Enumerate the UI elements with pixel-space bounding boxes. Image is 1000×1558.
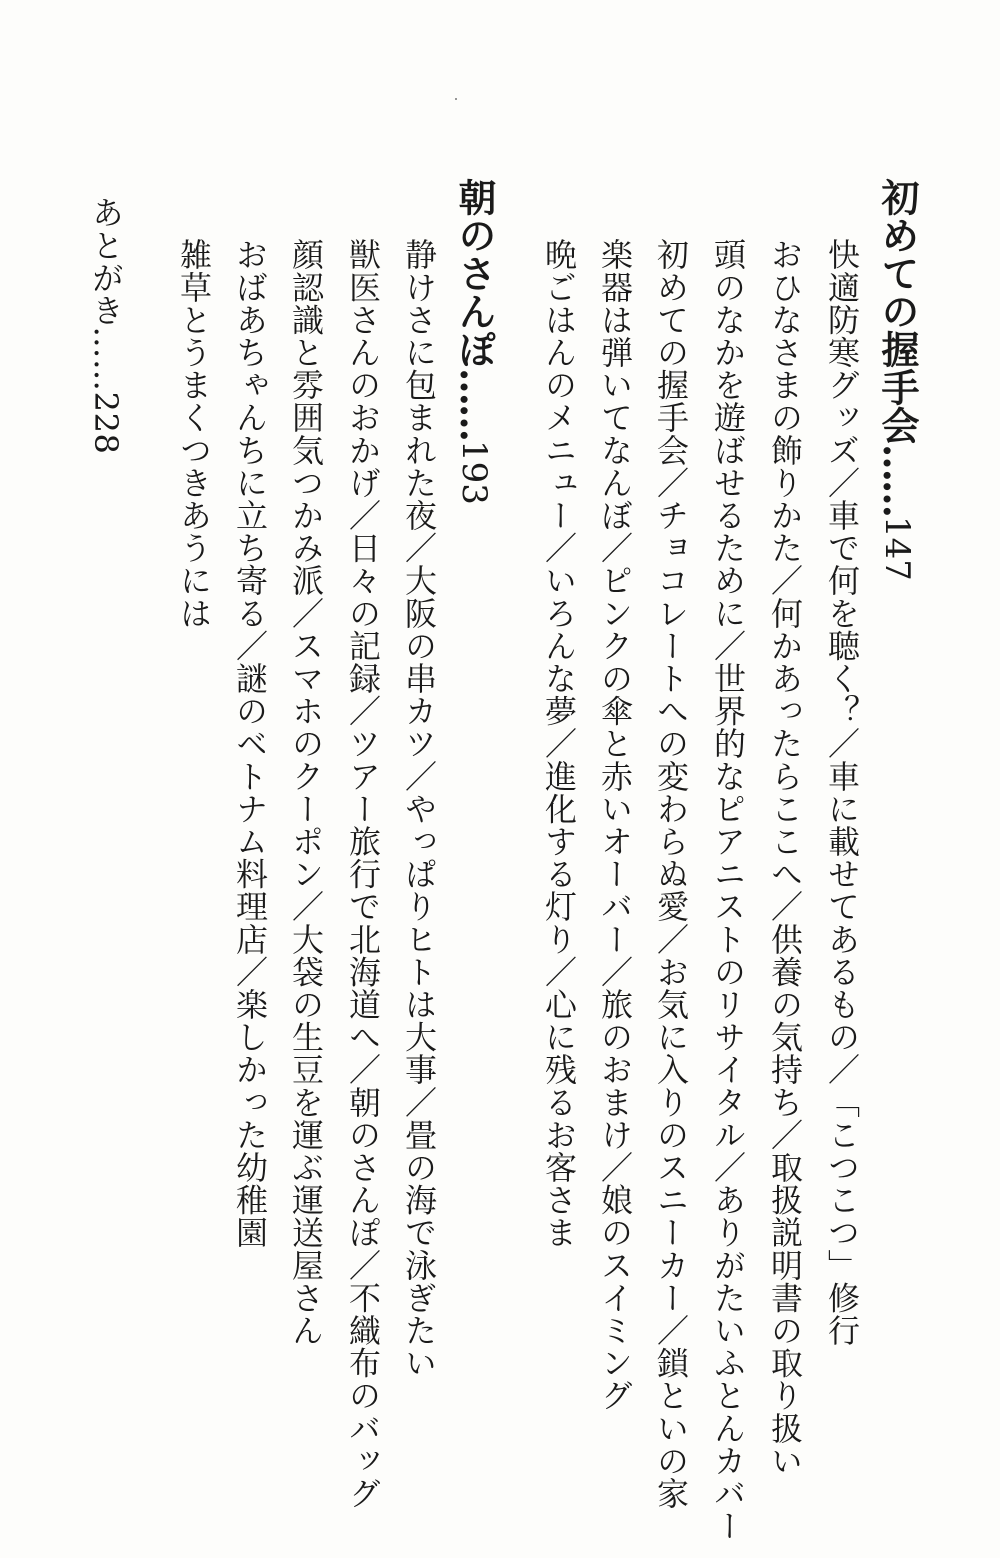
leader-dots: …… bbox=[875, 444, 920, 516]
toc-line: 初めての握手会／チョコレートへの変わらぬ愛／お気に入りのスニーカー／鎖といの家 bbox=[652, 238, 690, 1510]
toc-line: おばあちゃんちに立ち寄る／謎のベトナム料理店／楽しかった幼稚園 bbox=[231, 238, 269, 1249]
toc-line: 静けさに包まれた夜／大阪の串カツ／やっぱりヒトは大事／畳の海で泳ぎたい bbox=[400, 238, 438, 1379]
section-heading-2 bbox=[452, 178, 497, 505]
page-number: 147 bbox=[877, 516, 917, 581]
page-number: 193 bbox=[454, 440, 494, 505]
toc-line: 晩ごはんのメニュー／いろんな夢／進化する灯り／心に残るお客さま bbox=[540, 238, 578, 1249]
section-heading-1 bbox=[875, 178, 920, 581]
section-title: 初めての握手会 bbox=[875, 178, 920, 444]
section-title: 朝のさんぽ bbox=[452, 178, 497, 368]
toc-line: 顔認識と雰囲気つかみ派／スマホのクーポン／大袋の生豆を運ぶ運送屋さん bbox=[287, 238, 325, 1347]
afterword-title: あとがき bbox=[87, 196, 125, 327]
paper-speck bbox=[455, 98, 457, 100]
toc-line: 頭のなかを遊ばせるために／世界的なピアニストのリサイタル／ありがたいふとんカバー bbox=[709, 238, 747, 1542]
toc-line: 楽器は弾いてなんぼ／ピンクの傘と赤いオーバー／旅のおまけ／娘のスイミング bbox=[596, 238, 634, 1412]
page-number: 228 bbox=[87, 391, 125, 455]
toc-line: 雑草とうまくつきあうには bbox=[175, 238, 213, 630]
toc-line: おひなさまの飾りかた／何かあったらここへ／供養の気持ち／取扱説明書の取り扱い bbox=[766, 238, 804, 1477]
toc-line: 獣医さんのおかげ／日々の記録／ツアー旅行で北海道へ／朝のさんぽ／不織布のバッグ bbox=[344, 238, 382, 1510]
leader-dots: …… bbox=[87, 326, 125, 392]
toc-line: 快適防寒グッズ／車で何を聴く？／車に載せてあるもの／「こつこつ」修行 bbox=[823, 238, 861, 1347]
leader-dots: …… bbox=[452, 368, 497, 440]
afterword-entry bbox=[87, 196, 125, 455]
